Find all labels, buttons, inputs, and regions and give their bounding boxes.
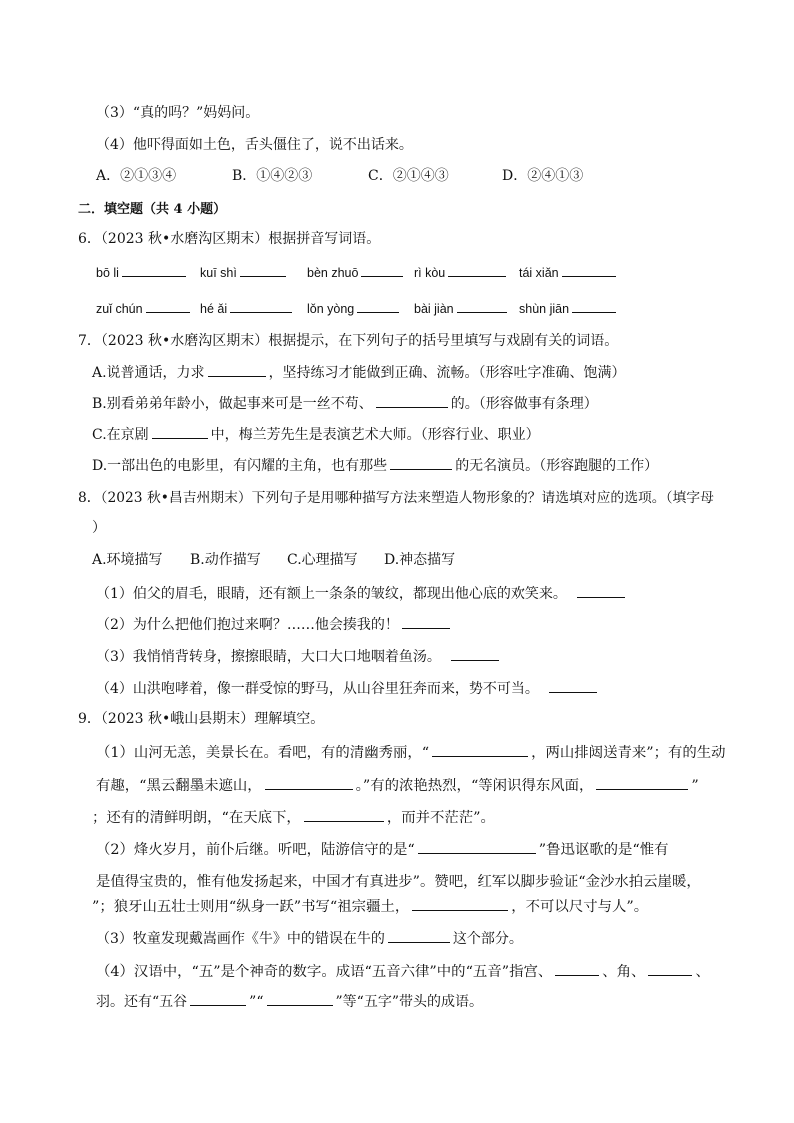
q9-text: ”“ xyxy=(249,994,264,1010)
q9-text: ” xyxy=(691,778,699,794)
q5-option-c: C．②①④③ xyxy=(368,168,449,184)
q9-text: 。”有的浓艳热烈，“等闲识得东风面， xyxy=(355,778,594,794)
q7-item-a xyxy=(92,361,626,382)
answer-blank[interactable] xyxy=(265,774,353,790)
q5-option-a: A．②①③④ xyxy=(96,168,177,184)
pinyin-text: bèn zhuō xyxy=(307,266,359,280)
answer-blank[interactable] xyxy=(390,454,452,470)
pinyin-item xyxy=(414,297,510,317)
answer-blank[interactable] xyxy=(240,261,286,277)
q8-item-1 xyxy=(96,582,628,603)
q7-d-text: D.一部出色的电影里，有闪耀的主角，也有那些 xyxy=(92,458,388,474)
q8-stem: 8．（2023 秋•昌吉州期末）下列句子是用哪种描写方法来塑造人物形象的？请选填对应的选项。（填字母 xyxy=(78,490,714,506)
pinyin-text: bài jiàn xyxy=(414,302,454,316)
pinyin-text: bō li xyxy=(96,266,119,280)
pinyin-text: hé ǎi xyxy=(200,302,228,316)
answer-blank[interactable] xyxy=(457,297,507,313)
pinyin-text: lǒn yòng xyxy=(307,302,355,316)
answer-blank[interactable] xyxy=(648,960,692,976)
q9-text: ，不可以尺寸与人”。 xyxy=(511,899,649,915)
q7-stem: 7．（2023 秋•水磨沟区期末）根据提示，在下列句子的括号里填写与戏剧有关的词语。 xyxy=(78,333,619,349)
answer-blank[interactable] xyxy=(448,261,506,277)
pinyin-text: kuī shì xyxy=(200,266,237,280)
answer-blank[interactable] xyxy=(402,613,450,629)
answer-blank[interactable] xyxy=(418,838,536,854)
answer-blank[interactable] xyxy=(267,990,333,1006)
answer-blank[interactable] xyxy=(555,960,599,976)
q9-text: （4）汉语中，“五”是个神奇的数字。成语“五音六律”中的“五音”指宫、 xyxy=(96,964,553,980)
q7-a-text: A.说普通话，力求 xyxy=(92,365,205,381)
q9-p4-line1 xyxy=(96,960,710,981)
q6-stem: 6．（2023 秋•水磨沟区期末）根据拼音写词语。 xyxy=(78,231,381,247)
answer-blank[interactable] xyxy=(146,297,190,313)
answer-blank[interactable] xyxy=(230,297,292,313)
q9-text: ，而并不茫茫”。 xyxy=(386,810,495,826)
q9-p4-line2 xyxy=(96,990,483,1011)
q8-item-4 xyxy=(96,677,600,698)
q9-text: ”鲁迅讴歌的是“惟有 xyxy=(538,842,669,858)
answer-blank[interactable] xyxy=(388,927,450,943)
q7-item-c xyxy=(92,423,540,444)
q8-item-4-text: （4）山洪咆哮着，像一群受惊的野马，从山谷里狂奔而来，势不可当。 xyxy=(96,681,539,697)
pinyin-item xyxy=(519,261,619,281)
pinyin-text: zuǐ chún xyxy=(96,302,143,316)
pinyin-item xyxy=(414,261,509,281)
answer-blank[interactable] xyxy=(432,741,528,757)
answer-blank[interactable] xyxy=(596,774,688,790)
q8-option-a: A.环境描写 xyxy=(92,552,163,568)
q9-text: （1）山河无恙，美景长在。看吧，有的清幽秀丽，“ xyxy=(96,745,430,761)
pinyin-item xyxy=(307,261,406,281)
q9-text: （3）牧童发现戴嵩画作《牛》中的错误在牛的 xyxy=(96,931,385,947)
q9-p3 xyxy=(96,927,523,948)
q5-option-d: D．②④①③ xyxy=(502,168,584,184)
q9-text: （2）烽火岁月，前仆后继。听吧，陆游信守的是“ xyxy=(96,842,415,858)
q7-item-d xyxy=(92,454,658,475)
q8-item-1-text: （1）伯父的眉毛，眼睛，还有额上一条条的皱纹，都现出他心底的欢笑来。 xyxy=(96,586,567,602)
answer-blank[interactable] xyxy=(562,261,616,277)
q9-text: 、 xyxy=(695,964,710,980)
pinyin-item xyxy=(96,297,193,317)
pinyin-item xyxy=(519,297,619,317)
q9-p1-line2 xyxy=(96,774,699,795)
q7-b-text: B.别看弟弟年龄小，做起事来可是一丝不苟、 xyxy=(92,396,373,412)
answer-blank[interactable] xyxy=(577,582,625,598)
q9-p2-line2: 是值得宝贵的，惟有他发扬起来，中国才有真进步”。赞吧，红军以脚步验证“金沙水拍云崖暖， xyxy=(96,874,701,890)
q9-text: 羽。还有“五谷 xyxy=(96,994,188,1010)
q7-item-b xyxy=(92,392,598,413)
q8-item-3-text: （3）我悄悄背转身，擦擦眼睛，大口大口地咽着鱼汤。 xyxy=(96,649,441,665)
q9-text: ，两山排闼送青来”；有的生动 xyxy=(531,745,726,761)
q7-b-text-end: 的。（形容做事有条理） xyxy=(450,396,598,412)
answer-blank[interactable] xyxy=(361,261,403,277)
section-heading: 二．填空题（共 4 小题） xyxy=(78,202,227,217)
q5-item-4: （4）他吓得面如土色，舌头僵住了，说不出话来。 xyxy=(96,137,413,153)
answer-blank[interactable] xyxy=(190,990,246,1006)
q9-text: ；还有的清鲜明朗，“在天底下， xyxy=(92,810,301,826)
pinyin-text: rì kòu xyxy=(414,266,446,280)
pinyin-text: shùn jiān xyxy=(519,302,570,316)
q9-p1-line1 xyxy=(96,741,726,762)
answer-blank[interactable] xyxy=(412,895,508,911)
pinyin-item xyxy=(200,297,295,317)
q9-p2-line1 xyxy=(96,838,669,859)
pinyin-item xyxy=(307,297,402,317)
q9-text: ”等“五字”带头的成语。 xyxy=(335,994,483,1010)
q8-option-c: C.心理描写 xyxy=(287,552,358,568)
q7-d-text-end: 的无名演员。（形容跑腿的工作） xyxy=(455,458,659,474)
answer-blank[interactable] xyxy=(304,806,384,822)
answer-blank[interactable] xyxy=(122,261,186,277)
answer-blank[interactable] xyxy=(208,361,266,377)
q8-stem-end: ） xyxy=(92,520,106,536)
q8-item-2 xyxy=(96,613,453,634)
q7-c-text-end: 中，梅兰芳先生是表演艺术大师。（形容行业、职业） xyxy=(210,427,540,443)
answer-blank[interactable] xyxy=(376,392,448,408)
q5-item-3: （3）“真的吗？”妈妈问。 xyxy=(96,105,260,121)
q5-option-b: B．①④②③ xyxy=(232,168,313,184)
q8-item-3 xyxy=(96,645,502,666)
answer-blank[interactable] xyxy=(549,677,597,693)
q9-text: 这个部分。 xyxy=(452,931,523,947)
q8-item-2-text: （2）为什么把他们抱过来啊？……他会揍我的！ xyxy=(96,617,399,633)
answer-blank[interactable] xyxy=(572,297,616,313)
q9-p2-line3 xyxy=(92,895,648,916)
q9-text: 、角、 xyxy=(602,964,646,980)
q7-c-text: C.在京剧 xyxy=(92,427,149,443)
answer-blank[interactable] xyxy=(451,645,499,661)
pinyin-text: tái xiǎn xyxy=(519,266,559,280)
answer-blank[interactable] xyxy=(152,423,208,439)
q9-text: 有趣，“黑云翻墨未遮山， xyxy=(96,778,262,794)
answer-blank[interactable] xyxy=(357,297,399,313)
q9-stem: 9．（2023 秋•峨山县期末）理解填空。 xyxy=(78,711,325,727)
q9-p1-line3 xyxy=(92,806,495,827)
pinyin-item xyxy=(200,261,289,281)
pinyin-item xyxy=(96,261,189,281)
q8-option-d: D.神态描写 xyxy=(384,552,456,568)
q8-option-b: B.动作描写 xyxy=(190,552,261,568)
q7-a-text-end: ，坚持练习才能做到正确、流畅。（形容吐字准确、饱满） xyxy=(268,365,626,381)
q9-text: ”；狼牙山五壮士则用“纵身一跃”书写“祖宗疆土， xyxy=(92,899,410,915)
